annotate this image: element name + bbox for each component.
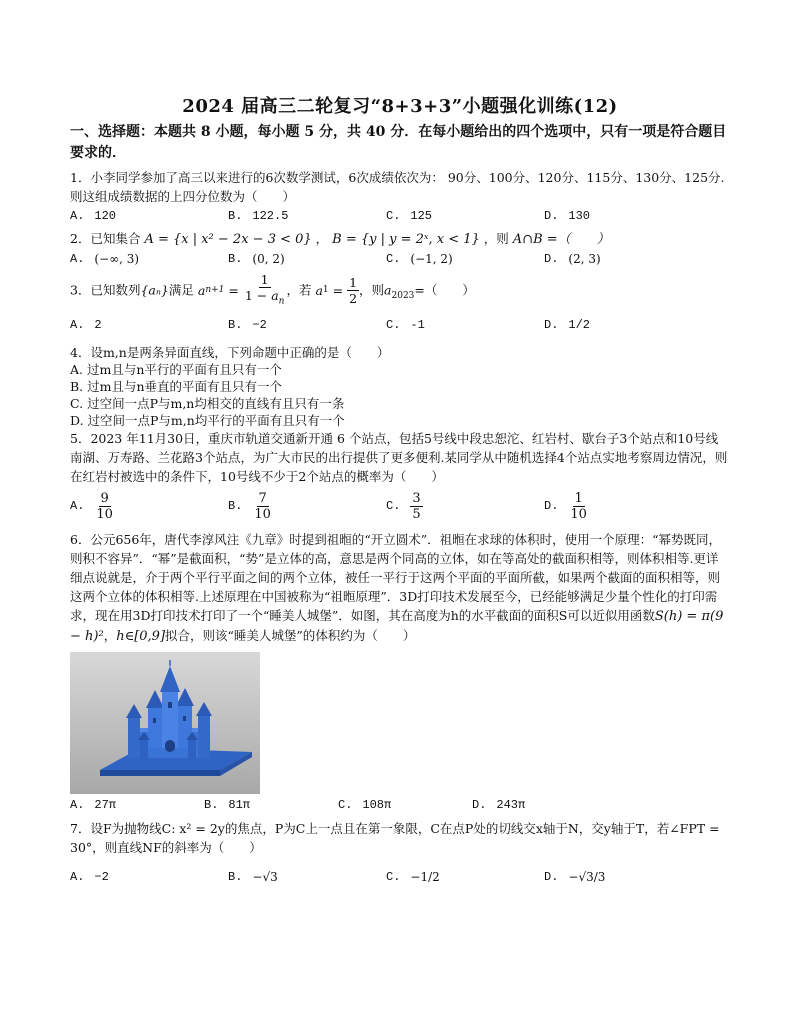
question-1-options xyxy=(70,207,730,226)
set-a: A = {x | x² − 2x − 3 < 0} xyxy=(144,232,312,247)
option-c[interactable]: C. 125 xyxy=(386,209,433,223)
question-2-text: 2．已知集合 A = {x | x² − 2x − 3 < 0} ， B = {y | y = 2ˣ, x < 1} ，则 A∩B =（ ） xyxy=(70,231,610,247)
option-d[interactable]: D. 130 xyxy=(544,209,591,223)
question-6 xyxy=(70,530,730,815)
page-title: 2024 届高三二轮复习“8+3+3”小题强化训练(12) xyxy=(182,96,618,117)
option-d[interactable]: D. 243π xyxy=(472,797,526,812)
question-1 xyxy=(70,168,730,226)
option-b[interactable]: B. $\frac{7}{10}$ xyxy=(228,491,271,522)
option-b[interactable]: B. 122.5 xyxy=(228,209,289,223)
option-c[interactable]: C. $\frac{3}{5}$ xyxy=(386,491,421,522)
question-5 xyxy=(70,429,730,527)
intersection-ask: A∩B =（ ） xyxy=(512,232,610,247)
question-7 xyxy=(70,819,730,898)
option-c[interactable]: C. 108π xyxy=(338,797,392,812)
option-b[interactable]: B. 过m且与n垂直的平面有且只有一个 xyxy=(70,378,283,394)
question-5-text: 5．2023 年11月30日，重庆市轨道交通新开通 6 个站点，包括5号线中段忠恕沱、红岩村、歇台子3个站点和10号线南湖、万寿路、兰花路3个站点，为广大市民的出行提供了更多便利.某同学从中随机选择4个站点实地考察周边情况，则在红岩村被选中的条件下，10号线不少于2个站点的概率为（ ） xyxy=(70,430,728,484)
option-a[interactable]: A. 2 xyxy=(70,318,102,332)
question-6-text: 6．公元656年，唐代李淳风注《九章》时提到祖暅的“开立圆术”．祖暅在求球的体积时，使用一个原理：“幂势既同，则积不容异”．“幂”是截面积，“势”是立体的高，意思是两个同高的立体，如在等高处的截面积相等，则体积相等.更详细点说就是，介于两个平行平面之间的两个立体，被任一平行于这两个平面的平面所截，如果两个截面的面积相等，则这两个立体的体积相等.上述原理在中国被称为“祖暅原理”．3D打印技术发展至今，已经能够满足少量个性化的打印需求，现在用3D打印技术打印了一个“睡美人城堡”．如图，其在高度为h的水平截面的面积S可以近似用函数S(h) = π(9 − h)²，h∈[0,9]拟合，则该“睡美人城堡”的体积约为（ ） xyxy=(70,531,724,644)
question-3-options xyxy=(70,311,730,341)
option-c[interactable]: C. -1 xyxy=(386,318,425,332)
option-c[interactable]: C. −1/2 xyxy=(386,870,440,884)
option-a[interactable]: A. 120 xyxy=(70,209,117,223)
option-a[interactable]: A. 过m且与n平行的平面有且只有一个 xyxy=(70,361,282,377)
option-a[interactable]: A. (−∞, 3) xyxy=(70,252,140,266)
question-3 xyxy=(70,272,730,341)
question-3-text: 3．已知数列{aₙ}满足 a n+1 = $\frac{1}{1 - a_n}$ ，若 a 1 = $\frac{1}{2}$ ，则$a_{2023}=$（ ） xyxy=(70,272,730,310)
option-d[interactable]: D. −√3/3 xyxy=(544,870,606,884)
question-7-text: 7．设F为抛物线C: x² = 2y的焦点，P为C上一点且在第一象限，C在点P处的切线交x轴于N，交y轴于T，若∠FPT = 30°，则直线NF的斜率为（ ） xyxy=(70,820,720,855)
exam-page xyxy=(70,92,730,901)
option-c[interactable]: C. (−1, 2) xyxy=(386,252,453,266)
option-b[interactable]: B. −√3 xyxy=(228,870,278,884)
initial-value: a 1 = $\frac{1}{2}$ xyxy=(315,275,358,307)
question-2-options xyxy=(70,250,730,269)
question-4-text: 4．设m,n是两条异面直线，下列命题中正确的是（ ） xyxy=(70,344,390,360)
option-a[interactable]: A. −2 xyxy=(70,870,109,884)
section-heading: 一、选择题：本题共 8 小题，每小题 5 分，共 40 分．在每小题给出的四个选项中，只有一项是符合题目要求的． xyxy=(70,124,727,161)
height-domain: h∈[0,9] xyxy=(116,628,166,644)
option-a[interactable]: A. $\frac{9}{10}$ xyxy=(70,491,113,522)
question-2 xyxy=(70,229,730,269)
option-d[interactable]: D. 1/2 xyxy=(544,318,591,332)
question-6-options xyxy=(70,796,730,815)
sequence-symbol: {aₙ} xyxy=(140,282,169,298)
set-b: B = {y | y = 2ˣ, x < 1} xyxy=(332,232,480,247)
question-4 xyxy=(70,344,730,429)
option-a[interactable]: A. 27π xyxy=(70,797,117,812)
question-7-options xyxy=(70,858,730,898)
question-5-options xyxy=(70,487,730,527)
option-b[interactable]: B. 81π xyxy=(204,797,251,812)
area-function: S(h) = π(9 − h)² xyxy=(70,608,724,644)
option-d[interactable]: D. (2, 3) xyxy=(544,252,601,266)
option-d[interactable]: D. $\frac{1}{10}$ xyxy=(544,491,587,522)
recurrence-formula: a n+1 = $\frac{1}{1 - a_n}$ xyxy=(197,272,285,307)
question-1-text: 1．小李同学参加了高三以来进行的6次数学测试，6次成绩依次为： 90分、100分、120分、115分、130分、125分.则这组成绩数据的上四分位数为（ ） xyxy=(70,170,725,204)
option-b[interactable]: B. (0, 2) xyxy=(228,252,285,266)
castle-image xyxy=(70,652,260,794)
option-d[interactable]: D. 过空间一点P与m,n均平行的平面有且只有一个 xyxy=(70,412,345,428)
option-b[interactable]: B. −2 xyxy=(228,318,267,332)
option-c[interactable]: C. 过空间一点P与m,n均相交的直线有且只有一条 xyxy=(70,395,345,411)
